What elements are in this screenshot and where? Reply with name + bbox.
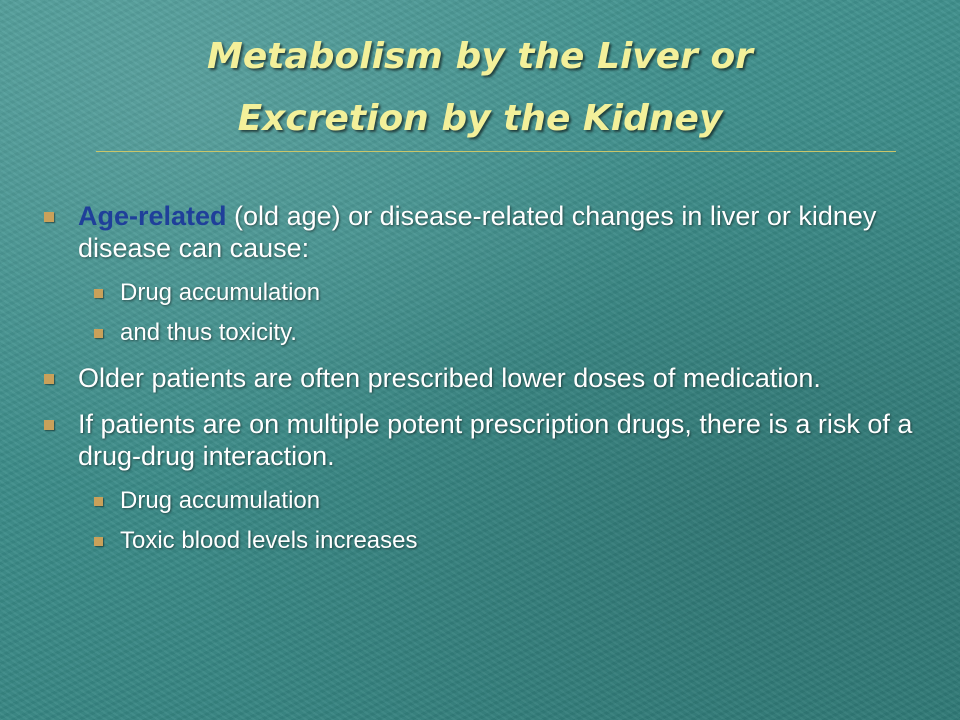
bullet-item-lower-doses (40, 362, 920, 394)
sub-bullet-text: Toxic blood levels increases (120, 527, 418, 554)
square-bullet-icon (44, 374, 54, 384)
square-bullet-icon (94, 289, 103, 298)
bullet-item-age-related (40, 200, 920, 264)
bullet-text: (old age) or disease-related changes in liver or kidney disease can cause: (78, 201, 877, 263)
title-divider (96, 151, 896, 152)
bullet-list (40, 200, 920, 570)
square-bullet-icon (94, 497, 103, 506)
title-line-1: Metabolism by the Liver or (207, 36, 753, 77)
bullet-text: Older patients are often prescribed lower doses of medication. (78, 363, 821, 393)
sub-bullet-text: Drug accumulation (120, 487, 321, 514)
sub-bullet-text: Drug accumulation (120, 279, 321, 306)
sub-bullet-text: and thus toxicity. (120, 319, 297, 346)
bullet-emphasis: Age-related (78, 201, 227, 231)
title-line-2: Excretion by the Kidney (237, 98, 723, 139)
bullet-text: If patients are on multiple potent prescription drugs, there is a risk of a drug-drug interaction. (78, 409, 913, 471)
square-bullet-icon (94, 537, 103, 546)
bullet-item-drug-interaction (40, 408, 920, 472)
sub-bullet-item (40, 318, 920, 348)
square-bullet-icon (94, 329, 103, 338)
sub-bullet-item (40, 486, 920, 516)
sub-bullet-item (40, 278, 920, 308)
square-bullet-icon (44, 420, 54, 430)
sub-bullet-item (40, 526, 920, 556)
slide-title (40, 26, 920, 150)
square-bullet-icon (44, 212, 54, 222)
